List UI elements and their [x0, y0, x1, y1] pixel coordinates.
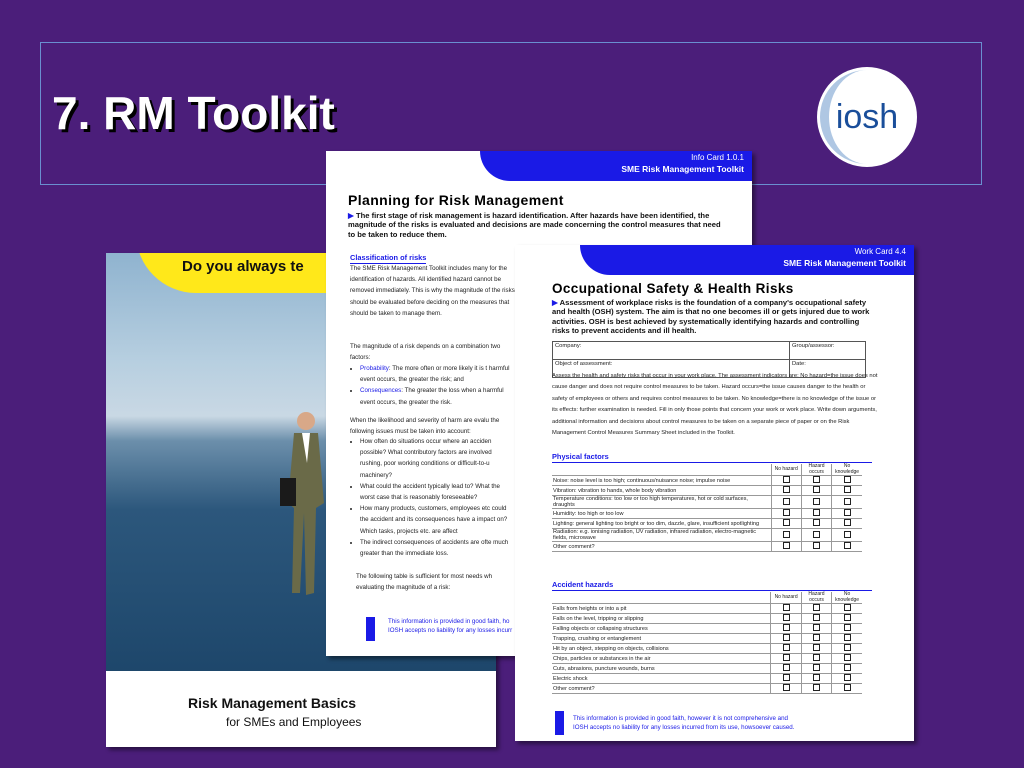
checkbox[interactable]	[844, 509, 851, 516]
slide-title: 7. RM Toolkit	[52, 87, 335, 139]
checkbox[interactable]	[844, 674, 851, 681]
checkbox[interactable]	[813, 519, 820, 526]
physical-factors-title: Physical factors	[552, 452, 872, 463]
cover-subtitle-rest: SMEs and Employees	[243, 715, 362, 729]
info-card-issues	[350, 436, 515, 559]
table-row	[552, 654, 862, 664]
group-assessor-field[interactable]: Group/assessor:	[790, 342, 866, 360]
date-field[interactable]: Date:	[790, 360, 866, 378]
info-card-para-3: When the likelihood and severity of harm are evalu the following issues must be taken into account:	[350, 417, 500, 436]
checkbox[interactable]	[783, 498, 790, 505]
table-row	[552, 624, 862, 634]
iosh-badge-icon	[555, 711, 564, 735]
row-label: Trapping, crushing or entanglement	[552, 634, 771, 644]
checkbox[interactable]	[844, 498, 851, 505]
cover-headline: Do you always te	[182, 258, 304, 275]
table-row	[552, 664, 862, 674]
row-label: Electric shock	[552, 674, 771, 684]
table-row	[552, 604, 862, 614]
accident-hazards-table	[552, 592, 862, 694]
row-label: Falls from heights or into a pit	[552, 604, 771, 614]
info-card-id: Info Card 1.0.1	[691, 153, 744, 162]
checkbox[interactable]	[844, 531, 851, 538]
table-row	[552, 476, 862, 486]
checkbox[interactable]	[813, 498, 820, 505]
checkbox[interactable]	[813, 614, 820, 621]
iosh-logo	[812, 62, 922, 172]
list-item: • Probability: The more often or more likely it is t harmful event occurs, the greater the risk; and	[360, 363, 515, 385]
column-header: No knowledge	[832, 592, 862, 604]
checkbox[interactable]	[783, 674, 790, 681]
column-header: No knowledge	[832, 464, 862, 476]
checkbox[interactable]	[844, 634, 851, 641]
table-row	[552, 644, 862, 654]
row-label: Other comment?	[552, 684, 771, 694]
table-header-row	[552, 464, 862, 476]
checkbox[interactable]	[783, 509, 790, 516]
checkbox[interactable]	[783, 624, 790, 631]
checkbox[interactable]	[844, 604, 851, 611]
checkbox[interactable]	[813, 654, 820, 661]
table-row	[552, 614, 862, 624]
row-label: Humidity: too high or too low	[552, 509, 771, 519]
column-header: No hazard	[771, 592, 801, 604]
info-card-intro-text: The first stage of risk management is hazard identification. After hazards have been identified, the magnitude of the risks is evaluated and decisions are made concerning the control measures that need to be taken to reduce them.	[348, 211, 721, 239]
table-row	[552, 496, 862, 509]
info-card-banner	[480, 151, 752, 181]
work-card-intro-text: Assessment of workplace risks is the foundation of a company's occupational safety and health (OSH) system. The aim is that no one becomes ill or gets injured due to work activities. OSH is best achieved by systematically identifying hazards and controlling risks to prevent accidents and ill health.	[552, 298, 870, 336]
work-card-toolkit: SME Risk Management Toolkit	[783, 258, 906, 268]
checkbox[interactable]	[783, 684, 790, 691]
checkbox[interactable]	[813, 674, 820, 681]
checkbox[interactable]	[813, 476, 820, 483]
table-row	[552, 509, 862, 519]
table-row	[552, 486, 862, 496]
row-label: Lighting: general lighting too bright or too dim, dazzle, glare, insufficient spotlighting	[552, 519, 771, 529]
list-item: • How often do situations occur where an acciden possible? What contributory factors are involved rushing, poor working conditions or difficult-to-u machinery?	[360, 436, 515, 481]
checkbox[interactable]	[844, 486, 851, 493]
accident-hazards-title: Accident hazards	[552, 580, 872, 591]
checkbox[interactable]	[844, 664, 851, 671]
checkbox[interactable]	[783, 654, 790, 661]
company-field[interactable]: Company:	[553, 342, 790, 360]
work-card-banner	[580, 245, 914, 275]
work-card-intro	[552, 298, 878, 336]
checkbox[interactable]	[844, 542, 851, 549]
checkbox[interactable]	[844, 654, 851, 661]
checkbox[interactable]	[813, 624, 820, 631]
info-card-section-title: Classification of risks	[350, 253, 427, 262]
table-row	[552, 684, 862, 694]
row-label: Cuts, abrasions, puncture wounds, burns	[552, 664, 771, 674]
work-card-heading: Occupational Safety & Health Risks	[552, 281, 794, 296]
checkbox[interactable]	[783, 644, 790, 651]
row-label: Chips, particles or substances in the air	[552, 654, 771, 664]
checkbox[interactable]	[813, 664, 820, 671]
info-card-para-1: The SME Risk Management Toolkit includes many for the identification of hazards. All identified hazard cannot be removed immediately. This is why the magnitude of the risks should be evaluated before deciding on the measures that should be taken to manage them.	[350, 265, 515, 317]
checkbox[interactable]	[783, 519, 790, 526]
cover-subtitle-prefix: for	[226, 715, 241, 729]
object-of-assessment-field[interactable]: Object of assessment:	[553, 360, 790, 378]
checkbox[interactable]	[783, 604, 790, 611]
checkbox[interactable]	[783, 531, 790, 538]
work-card-instructions: Assess the health and safety risks that occur in your work place. The assessment indicators are: No hazard=the issue does not cause danger and does not require control measures to be taken. Hazard occurs=the issue causes danger to the health or safety of employees or others and requires control measures to be taken. No knowledge=there is no knowledge of the issue or its effects: further examination is needed. Fill in only those points that concern your work or work place. Write down arguments, additional information and decisions about control measures to be taken on a separate piece of paper or on the Risk Management Control Measures Summary Sheet included in the Toolkit.	[552, 373, 878, 437]
logo-wordmark: iosh	[835, 98, 899, 136]
checkbox[interactable]	[813, 634, 820, 641]
arrow-icon: ▶	[348, 211, 354, 220]
info-card-disclaimer: This information is provided in good faith, ho IOSH accepts no liability for any losses incurr	[388, 618, 513, 634]
table-row	[552, 519, 862, 529]
row-label: Hit by an object, stepping on objects, collisions	[552, 644, 771, 654]
row-label: Vibration: vibration to hands, whole body vibration	[552, 486, 771, 496]
checkbox[interactable]	[844, 624, 851, 631]
checkbox[interactable]	[813, 644, 820, 651]
info-card-toolkit: SME Risk Management Toolkit	[621, 164, 744, 174]
checkbox[interactable]	[813, 509, 820, 516]
checkbox[interactable]	[783, 476, 790, 483]
checkbox[interactable]	[813, 684, 820, 691]
iosh-badge-icon	[366, 617, 375, 641]
checkbox[interactable]	[783, 542, 790, 549]
list-item: • The indirect consequences of accidents are ofte much greater than the immediate loss.	[360, 537, 515, 559]
checkbox[interactable]	[813, 486, 820, 493]
checkbox[interactable]	[844, 519, 851, 526]
checkbox[interactable]	[813, 542, 820, 549]
work-card-id: Work Card 4.4	[854, 247, 906, 256]
cover-title: Risk Management Basics	[188, 695, 357, 711]
row-label: Temperature conditions: too low or too high temperatures, hot or cold surfaces, draughts	[552, 496, 771, 509]
cover-subtitle	[226, 715, 361, 729]
row-label: Falling objects or collapsing structures	[552, 624, 771, 634]
list-item: • What could the accident typically lead to? What the worst case that is reasonably foreseeable?	[360, 481, 515, 503]
table-row	[552, 634, 862, 644]
physical-factors-table	[552, 464, 862, 552]
checkbox[interactable]	[844, 684, 851, 691]
info-card-para-4: The following table is sufficient for most needs wh evaluating the magnitude of a risk:	[356, 573, 493, 592]
checkbox[interactable]	[783, 664, 790, 671]
info-card-intro	[348, 211, 728, 239]
checkbox[interactable]	[783, 634, 790, 641]
checkbox[interactable]	[844, 476, 851, 483]
table-header-row	[552, 592, 862, 604]
list-item: • Consequences: The greater the loss when a harmful event occurs, the greater the risk.	[360, 385, 515, 407]
column-header: Hazard occurs	[801, 592, 831, 604]
row-label: Noise: noise level is too high; continuous/nuisance noise; impulse noise	[552, 476, 771, 486]
info-card-factors	[350, 363, 515, 408]
arrow-icon: ▶	[552, 298, 558, 307]
info-card-para-2: The magnitude of a risk depends on a combination two factors:	[350, 343, 501, 362]
column-header: No hazard	[771, 464, 801, 476]
table-row	[552, 542, 862, 552]
checkbox[interactable]	[783, 614, 790, 621]
checkbox[interactable]	[844, 614, 851, 621]
checkbox[interactable]	[813, 531, 820, 538]
table-row	[552, 674, 862, 684]
info-card-heading: Planning for Risk Management	[348, 192, 564, 208]
checkbox[interactable]	[783, 486, 790, 493]
checkbox[interactable]	[844, 644, 851, 651]
column-header: Hazard occurs	[801, 464, 831, 476]
row-label: Falls on the level, tripping or slipping	[552, 614, 771, 624]
work-card	[515, 245, 914, 741]
row-label: Other comment?	[552, 542, 771, 552]
table-row	[552, 529, 862, 542]
row-label: Radiation: e.g. ionising radiation, UV radiation, infrared radiation, electro-magnetic fields, microwave	[552, 529, 771, 542]
checkbox[interactable]	[813, 604, 820, 611]
work-card-disclaimer: This information is provided in good faith, however it is not comprehensive and IOSH accepts no liability for any losses incurred from its use, howsoever caused.	[573, 715, 795, 731]
list-item: • How many products, customers, employees etc could the accident and its consequences have a impact on? Which tasks, projects etc. are affect	[360, 503, 515, 537]
